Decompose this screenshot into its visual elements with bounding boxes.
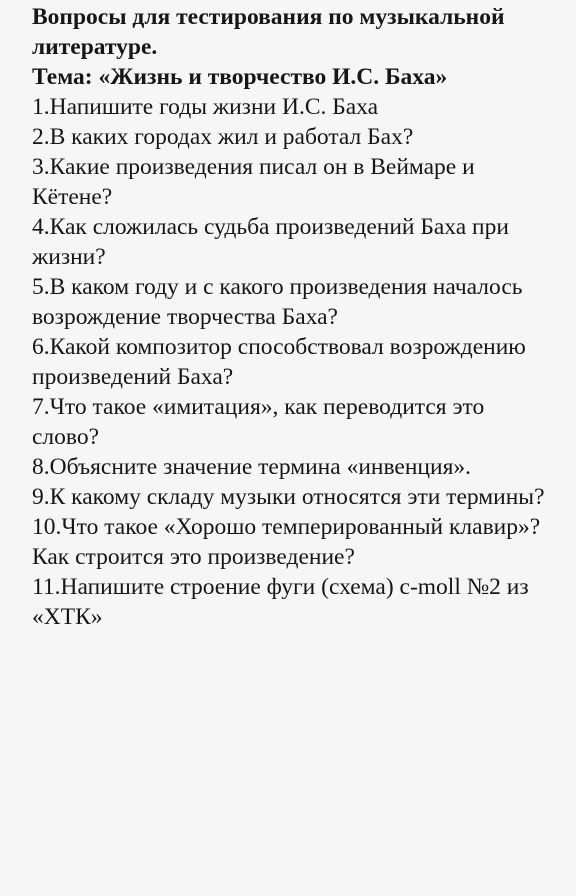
question-item xyxy=(32,512,576,572)
question-line: 3.Какие произведения писал он в Веймаре и xyxy=(32,154,475,180)
question-line: Как строится это произведение? xyxy=(32,544,355,570)
question-item xyxy=(32,272,576,332)
question-line: 2.В каких городах жил и работал Бах? xyxy=(32,124,414,150)
question-item xyxy=(32,212,576,272)
question-line: «ХТК» xyxy=(32,604,103,630)
title-line: Вопросы для тестирования по музыкальной xyxy=(32,4,505,30)
document-title xyxy=(32,0,572,62)
question-line: 5.В каком году и с какого произведения началось xyxy=(32,274,523,300)
question-item xyxy=(32,452,576,482)
document-topic: Тема: «Жизнь и творчество И.С. Баха» xyxy=(32,64,448,90)
question-line: 6.Какой композитор способствовал возрождению xyxy=(32,334,526,360)
title-line: литературе. xyxy=(32,34,158,60)
question-list xyxy=(32,92,576,632)
question-item xyxy=(32,92,576,122)
question-item xyxy=(32,332,576,392)
question-item xyxy=(32,482,576,512)
question-line: возрождение творчества Баха? xyxy=(32,304,338,330)
question-line: жизни? xyxy=(32,244,106,270)
question-line: 4.Как сложилась судьба произведений Баха при xyxy=(32,214,509,240)
question-line: 7.Что такое «имитация», как переводится это xyxy=(32,394,485,420)
question-line: 11.Напишите строение фуги (схема) c-moll №2 из xyxy=(32,574,529,600)
question-item xyxy=(32,152,576,212)
question-line: 8.Объясните значение термина «инвенция». xyxy=(32,454,472,480)
question-line: произведений Баха? xyxy=(32,364,234,390)
question-line: 10.Что такое «Хорошо темперированный клавир»? xyxy=(32,514,541,540)
question-item xyxy=(32,392,576,452)
question-item xyxy=(32,572,576,632)
question-line: слово? xyxy=(32,424,100,450)
question-line: Кётене? xyxy=(32,184,113,210)
question-item xyxy=(32,122,576,152)
question-line: 1.Напишите годы жизни И.С. Баха xyxy=(32,94,379,120)
question-line: 9.К какому складу музыки относятся эти термины? xyxy=(32,484,545,510)
